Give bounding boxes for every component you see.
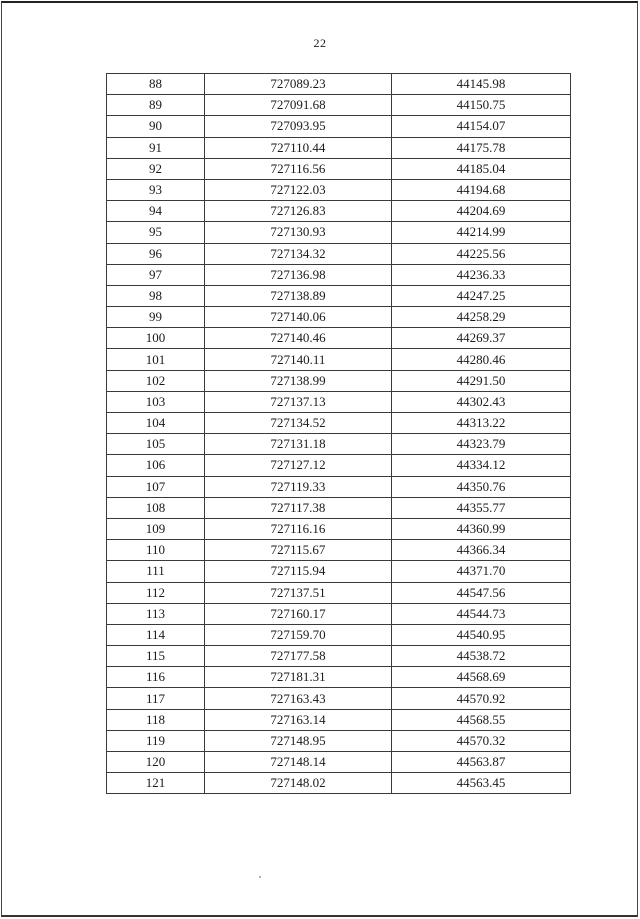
y-coordinate-cell: 44194.68 [392,179,571,200]
y-coordinate-cell: 44334.12 [392,455,571,476]
point-number-cell: 114 [107,624,205,645]
table-row [107,201,571,222]
point-number-cell: 111 [107,561,205,582]
point-number-cell: 99 [107,307,205,328]
y-coordinate-cell: 44225.56 [392,243,571,264]
x-coordinate-cell: 727110.44 [205,137,392,158]
table-row [107,370,571,391]
y-coordinate-cell: 44175.78 [392,137,571,158]
y-coordinate-cell: 44563.45 [392,773,571,794]
table-row [107,773,571,794]
x-coordinate-cell: 727117.38 [205,497,392,518]
x-coordinate-cell: 727127.12 [205,455,392,476]
point-number-cell: 98 [107,285,205,306]
y-coordinate-cell: 44360.99 [392,518,571,539]
x-coordinate-cell: 727138.89 [205,285,392,306]
x-coordinate-cell: 727137.13 [205,391,392,412]
point-number-cell: 121 [107,773,205,794]
y-coordinate-cell: 44154.07 [392,116,571,137]
x-coordinate-cell: 727122.03 [205,179,392,200]
x-coordinate-cell: 727089.23 [205,74,392,95]
x-coordinate-cell: 727159.70 [205,624,392,645]
x-coordinate-cell: 727131.18 [205,434,392,455]
table-row [107,328,571,349]
point-number-cell: 93 [107,179,205,200]
x-coordinate-cell: 727163.14 [205,709,392,730]
y-coordinate-cell: 44313.22 [392,413,571,434]
point-number-cell: 108 [107,497,205,518]
x-coordinate-cell: 727116.56 [205,158,392,179]
table-row [107,582,571,603]
table-row [107,667,571,688]
point-number-cell: 116 [107,667,205,688]
y-coordinate-cell: 44570.32 [392,730,571,751]
point-number-cell: 107 [107,476,205,497]
table-row [107,222,571,243]
y-coordinate-cell: 44291.50 [392,370,571,391]
x-coordinate-cell: 727115.67 [205,540,392,561]
scan-speck [259,876,261,878]
y-coordinate-cell: 44185.04 [392,158,571,179]
y-coordinate-cell: 44568.55 [392,709,571,730]
point-number-cell: 105 [107,434,205,455]
x-coordinate-cell: 727148.02 [205,773,392,794]
y-coordinate-cell: 44568.69 [392,667,571,688]
table-row [107,264,571,285]
x-coordinate-cell: 727140.11 [205,349,392,370]
y-coordinate-cell: 44355.77 [392,497,571,518]
point-number-cell: 95 [107,222,205,243]
y-coordinate-cell: 44280.46 [392,349,571,370]
x-coordinate-cell: 727093.95 [205,116,392,137]
point-number-cell: 119 [107,730,205,751]
x-coordinate-cell: 727134.32 [205,243,392,264]
point-number-cell: 110 [107,540,205,561]
point-number-cell: 101 [107,349,205,370]
y-coordinate-cell: 44563.87 [392,752,571,773]
table-row [107,179,571,200]
table-row [107,646,571,667]
table-row [107,518,571,539]
y-coordinate-cell: 44269.37 [392,328,571,349]
y-coordinate-cell: 44538.72 [392,646,571,667]
table-row [107,413,571,434]
point-number-cell: 90 [107,116,205,137]
y-coordinate-cell: 44236.33 [392,264,571,285]
x-coordinate-cell: 727116.16 [205,518,392,539]
point-number-cell: 104 [107,413,205,434]
y-coordinate-cell: 44204.69 [392,201,571,222]
y-coordinate-cell: 44366.34 [392,540,571,561]
x-coordinate-cell: 727163.43 [205,688,392,709]
y-coordinate-cell: 44547.56 [392,582,571,603]
coordinate-table-body [107,74,571,794]
point-number-cell: 120 [107,752,205,773]
point-number-cell: 100 [107,328,205,349]
table-row [107,116,571,137]
page-number: 22 [313,36,327,50]
y-coordinate-cell: 44323.79 [392,434,571,455]
table-row [107,752,571,773]
x-coordinate-cell: 727137.51 [205,582,392,603]
point-number-cell: 113 [107,603,205,624]
point-number-cell: 118 [107,709,205,730]
table-row [107,137,571,158]
x-coordinate-cell: 727126.83 [205,201,392,222]
y-coordinate-cell: 44350.76 [392,476,571,497]
point-number-cell: 89 [107,95,205,116]
table-row [107,391,571,412]
table-row [107,74,571,95]
table-row [107,95,571,116]
table-row [107,561,571,582]
x-coordinate-cell: 727115.94 [205,561,392,582]
y-coordinate-cell: 44214.99 [392,222,571,243]
point-number-cell: 91 [107,137,205,158]
table-row [107,540,571,561]
x-coordinate-cell: 727136.98 [205,264,392,285]
x-coordinate-cell: 727160.17 [205,603,392,624]
point-number-cell: 115 [107,646,205,667]
point-number-cell: 97 [107,264,205,285]
point-number-cell: 103 [107,391,205,412]
table-row [107,688,571,709]
x-coordinate-cell: 727130.93 [205,222,392,243]
y-coordinate-cell: 44544.73 [392,603,571,624]
y-coordinate-cell: 44258.29 [392,307,571,328]
table-row [107,158,571,179]
x-coordinate-cell: 727138.99 [205,370,392,391]
point-number-cell: 94 [107,201,205,222]
point-number-cell: 109 [107,518,205,539]
point-number-cell: 117 [107,688,205,709]
point-number-cell: 106 [107,455,205,476]
x-coordinate-cell: 727148.14 [205,752,392,773]
x-coordinate-cell: 727119.33 [205,476,392,497]
x-coordinate-cell: 727134.52 [205,413,392,434]
table-row [107,730,571,751]
y-coordinate-cell: 44150.75 [392,95,571,116]
table-row [107,497,571,518]
coordinate-table [106,73,571,794]
x-coordinate-cell: 727091.68 [205,95,392,116]
x-coordinate-cell: 727148.95 [205,730,392,751]
y-coordinate-cell: 44247.25 [392,285,571,306]
table-row [107,434,571,455]
x-coordinate-cell: 727181.31 [205,667,392,688]
point-number-cell: 92 [107,158,205,179]
table-row [107,455,571,476]
table-row [107,709,571,730]
point-number-cell: 112 [107,582,205,603]
x-coordinate-cell: 727140.46 [205,328,392,349]
table-row [107,285,571,306]
table-row [107,624,571,645]
y-coordinate-cell: 44371.70 [392,561,571,582]
table-row [107,349,571,370]
table-row [107,603,571,624]
y-coordinate-cell: 44302.43 [392,391,571,412]
table-row [107,243,571,264]
point-number-cell: 102 [107,370,205,391]
table-row [107,476,571,497]
point-number-cell: 88 [107,74,205,95]
table-row [107,307,571,328]
y-coordinate-cell: 44540.95 [392,624,571,645]
point-number-cell: 96 [107,243,205,264]
y-coordinate-cell: 44145.98 [392,74,571,95]
x-coordinate-cell: 727177.58 [205,646,392,667]
y-coordinate-cell: 44570.92 [392,688,571,709]
x-coordinate-cell: 727140.06 [205,307,392,328]
